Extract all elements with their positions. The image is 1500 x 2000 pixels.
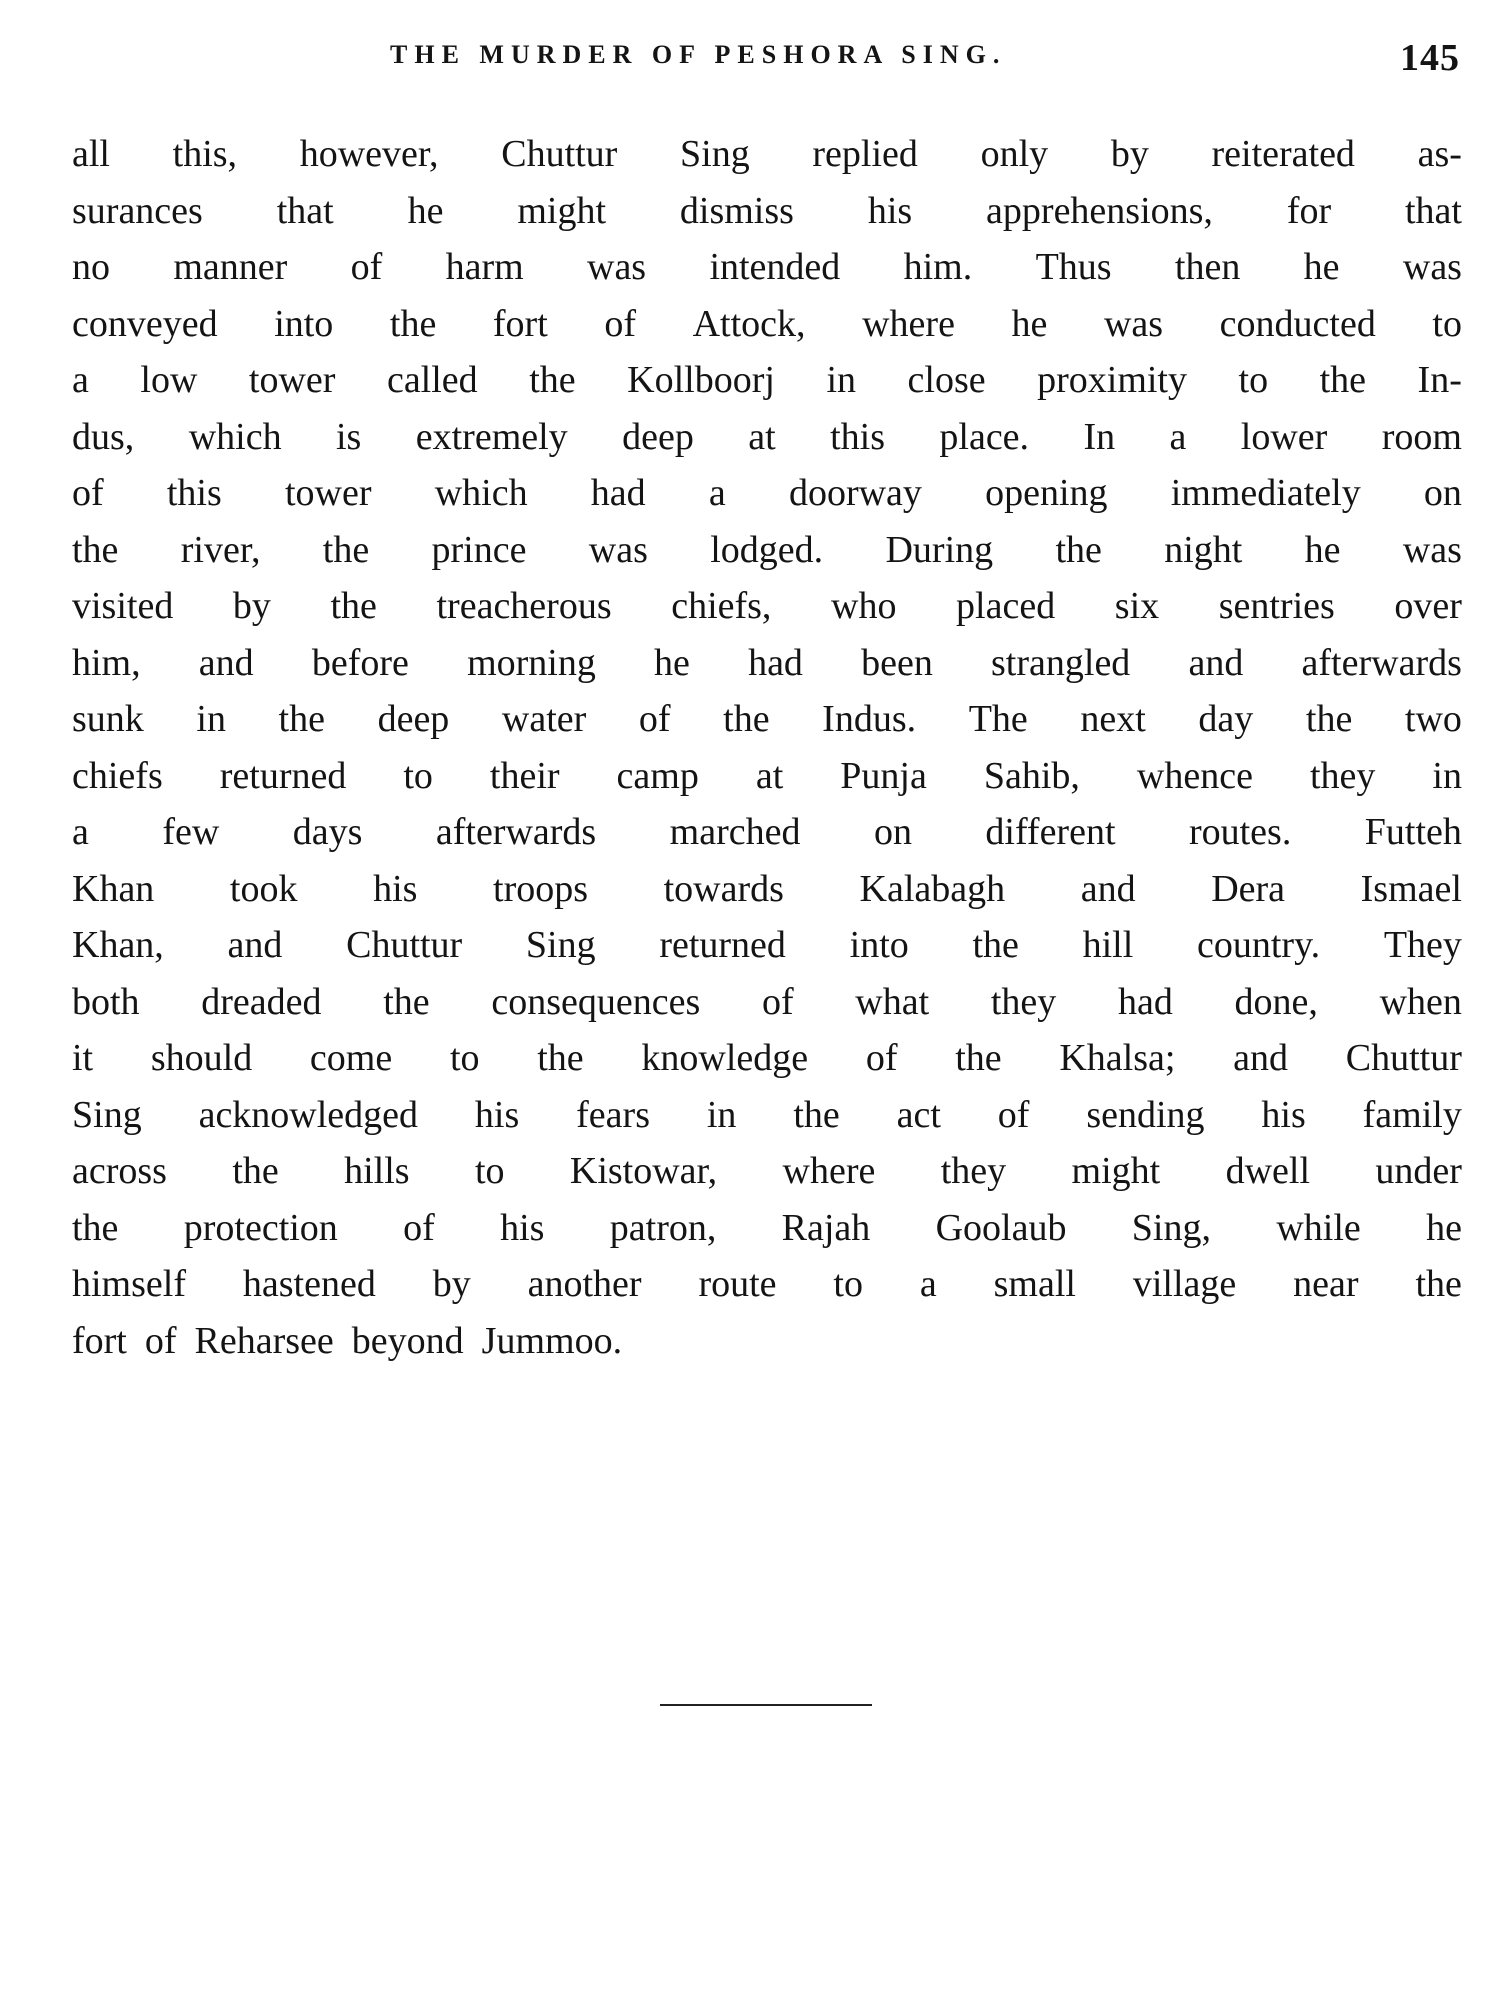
word: conveyed xyxy=(72,302,218,345)
word: of xyxy=(144,1319,177,1362)
word: visited xyxy=(72,585,174,627)
word: placed xyxy=(956,585,1056,627)
word: as- xyxy=(1417,133,1462,175)
word: by xyxy=(232,585,271,627)
text-line xyxy=(72,578,1462,635)
word: and xyxy=(1080,867,1136,910)
text-line xyxy=(72,522,1462,579)
word: afterwards xyxy=(1301,641,1462,684)
word: this xyxy=(830,415,885,458)
word: should xyxy=(150,1037,253,1079)
word: Attock, xyxy=(692,302,806,345)
text-line xyxy=(72,352,1462,409)
word: of xyxy=(638,698,671,740)
word: he xyxy=(407,189,444,232)
running-title: THE MURDER OF PESHORA SING. xyxy=(390,40,1007,69)
word: then xyxy=(1174,246,1241,288)
word: himself xyxy=(72,1263,186,1305)
word: village xyxy=(1132,1263,1237,1305)
word: Chuttur xyxy=(501,133,618,175)
word: had xyxy=(748,641,803,684)
word: day xyxy=(1198,698,1254,740)
word: which xyxy=(188,415,282,458)
word: strangled xyxy=(991,641,1131,684)
text-line xyxy=(72,126,1462,183)
word: dus, xyxy=(72,415,135,458)
word: a xyxy=(919,1263,937,1305)
word: however, xyxy=(299,133,439,175)
word: took xyxy=(229,867,298,910)
word: returned xyxy=(659,924,786,966)
word: dreaded xyxy=(201,980,322,1023)
word: had xyxy=(1117,980,1173,1023)
word: this xyxy=(166,472,222,514)
word: different xyxy=(985,811,1116,853)
word: Sing xyxy=(680,133,750,175)
word: over xyxy=(1394,585,1462,627)
word: to xyxy=(474,1150,505,1192)
word: family xyxy=(1362,1093,1462,1136)
word: had xyxy=(590,472,646,514)
word: in xyxy=(826,359,856,401)
word: Kalabagh xyxy=(859,867,1006,910)
word: In xyxy=(1083,415,1116,458)
word: morning xyxy=(467,641,596,684)
word: the xyxy=(1415,1263,1462,1305)
word: sentries xyxy=(1218,585,1335,627)
word: whence xyxy=(1136,754,1253,797)
word: Sing, xyxy=(1131,1206,1211,1249)
word: Ismael xyxy=(1360,867,1462,910)
word: apprehensions, xyxy=(986,189,1213,232)
word: beyond xyxy=(351,1319,464,1362)
word: patron, xyxy=(609,1206,717,1249)
word: on xyxy=(1423,472,1462,514)
text-line xyxy=(72,861,1462,918)
word: that xyxy=(1405,189,1462,232)
word: of xyxy=(604,302,637,345)
word: opening xyxy=(985,472,1108,514)
text-line xyxy=(72,239,1462,296)
word: was xyxy=(1103,302,1164,345)
word: for xyxy=(1286,189,1332,232)
word: returned xyxy=(219,754,347,797)
word: where xyxy=(782,1150,876,1192)
word: before xyxy=(311,641,409,684)
word: he xyxy=(1304,528,1341,571)
word: deep xyxy=(377,698,450,740)
word: under xyxy=(1375,1150,1462,1192)
word: into xyxy=(274,302,334,345)
word: near xyxy=(1293,1263,1359,1305)
word: he xyxy=(654,641,690,684)
word: the xyxy=(232,1150,279,1192)
text-line xyxy=(72,691,1462,748)
text-line xyxy=(72,1143,1462,1200)
word: into xyxy=(849,924,909,966)
word: proximity xyxy=(1037,359,1187,401)
word: Punja xyxy=(840,754,927,797)
word: the xyxy=(330,585,377,627)
word: place. xyxy=(939,415,1030,458)
text-line xyxy=(72,1030,1462,1087)
word: of xyxy=(997,1093,1030,1136)
word: the xyxy=(955,1037,1002,1079)
word: chiefs, xyxy=(671,585,772,627)
word: dwell xyxy=(1225,1150,1311,1192)
word: was xyxy=(587,246,647,288)
word: him. xyxy=(903,246,973,288)
word: extremely xyxy=(415,415,568,458)
text-line xyxy=(72,1200,1462,1257)
word: fort xyxy=(492,302,548,345)
word: Chuttur xyxy=(346,924,463,966)
word: come xyxy=(309,1037,393,1079)
section-end-rule xyxy=(660,1704,872,1706)
word: acknowledged xyxy=(198,1093,419,1136)
text-line xyxy=(72,1087,1462,1144)
word: by xyxy=(432,1263,471,1305)
word: his xyxy=(867,189,913,232)
word: In- xyxy=(1417,359,1462,401)
text-line xyxy=(72,1313,1462,1370)
word: the xyxy=(537,1037,584,1079)
word: act xyxy=(896,1093,941,1136)
word: treacherous xyxy=(436,585,612,627)
word: afterwards xyxy=(435,811,597,853)
word: Sahib, xyxy=(983,754,1080,797)
word: called xyxy=(386,359,478,401)
word: Khan xyxy=(72,867,155,910)
word: to xyxy=(833,1263,863,1305)
word: deep xyxy=(622,415,694,458)
word: sunk xyxy=(72,698,144,740)
word: tower xyxy=(284,472,372,514)
word: lodged. xyxy=(710,528,824,571)
word: he xyxy=(1011,302,1048,345)
word: the xyxy=(793,1093,840,1136)
word: Sing xyxy=(72,1093,142,1136)
body-text xyxy=(72,126,1462,1369)
word: harm xyxy=(445,246,524,288)
word: is xyxy=(335,415,362,458)
word: in xyxy=(196,698,226,740)
word: to xyxy=(1238,359,1269,401)
page-number: 145 xyxy=(1400,37,1460,79)
word: to xyxy=(449,1037,480,1079)
word: a xyxy=(72,811,89,853)
word: both xyxy=(72,980,140,1023)
word: manner xyxy=(173,246,288,288)
word: another xyxy=(527,1263,642,1305)
word: and xyxy=(227,924,283,966)
word: his xyxy=(373,867,418,910)
text-line xyxy=(72,409,1462,466)
word: of xyxy=(350,246,383,288)
text-line xyxy=(72,635,1462,692)
word: it xyxy=(72,1037,94,1079)
running-head xyxy=(70,36,1460,79)
text-line xyxy=(72,183,1462,240)
word: all xyxy=(72,133,110,175)
word: and xyxy=(1188,641,1244,684)
word: of xyxy=(72,472,104,514)
word: hill xyxy=(1082,924,1134,966)
word: Kollboorj xyxy=(627,359,775,401)
word: water xyxy=(501,698,587,740)
word: marched xyxy=(669,811,801,853)
word: at xyxy=(755,754,784,797)
text-line xyxy=(72,917,1462,974)
word: prince xyxy=(431,528,527,571)
word: what xyxy=(855,980,930,1023)
word: Indus. xyxy=(822,698,917,740)
word: fears xyxy=(576,1093,650,1136)
word: tower xyxy=(248,359,336,401)
word: across xyxy=(72,1150,167,1192)
word: dismiss xyxy=(679,189,794,232)
word: small xyxy=(993,1263,1076,1305)
word: been xyxy=(861,641,933,684)
word: conducted xyxy=(1219,302,1376,345)
word: room xyxy=(1381,415,1462,458)
word: their xyxy=(489,754,560,797)
word: the xyxy=(278,698,325,740)
word: of xyxy=(761,980,794,1023)
word: on xyxy=(873,811,912,853)
word: Dera xyxy=(1211,867,1286,910)
word: and xyxy=(198,641,254,684)
word: and xyxy=(1233,1037,1289,1079)
word: low xyxy=(140,359,198,401)
word: replied xyxy=(812,133,918,175)
word: they xyxy=(1309,754,1376,797)
word: this, xyxy=(172,133,238,175)
word: he xyxy=(1303,246,1340,288)
word: they xyxy=(990,980,1057,1023)
word: the xyxy=(389,302,437,345)
text-line xyxy=(72,1256,1462,1313)
word: chiefs xyxy=(72,754,163,797)
word: intended xyxy=(709,246,841,288)
word: a xyxy=(1169,415,1187,458)
word: Khan, xyxy=(72,924,164,966)
word: troops xyxy=(493,867,589,910)
word: he xyxy=(1426,1206,1462,1249)
text-line xyxy=(72,296,1462,353)
word: by xyxy=(1110,133,1149,175)
word: which xyxy=(434,472,528,514)
word: night xyxy=(1164,528,1243,571)
word: to xyxy=(1432,302,1462,345)
word: where xyxy=(862,302,955,345)
word: hills xyxy=(344,1150,410,1192)
word: next xyxy=(1080,698,1146,740)
word: Reharsee xyxy=(194,1319,334,1362)
word: Sing xyxy=(525,924,596,966)
word: hastened xyxy=(242,1263,376,1305)
word: Chuttur xyxy=(1345,1037,1462,1079)
word: done, xyxy=(1234,980,1318,1023)
word: his xyxy=(1261,1093,1306,1136)
word: of xyxy=(403,1206,435,1249)
word: Thus xyxy=(1035,246,1112,288)
word: surances xyxy=(72,189,203,232)
word: sending xyxy=(1086,1093,1205,1136)
word: the xyxy=(1305,698,1353,740)
word: The xyxy=(968,698,1028,740)
word: reiterated xyxy=(1211,133,1355,175)
word: was xyxy=(1402,528,1462,571)
word: at xyxy=(748,415,776,458)
word: the xyxy=(322,528,370,571)
word: Khalsa; xyxy=(1059,1037,1176,1079)
word: They xyxy=(1383,924,1462,966)
word: the xyxy=(972,924,1019,966)
word: Futteh xyxy=(1364,811,1462,853)
word: Goolaub xyxy=(935,1206,1067,1249)
text-line xyxy=(72,465,1462,522)
word: in xyxy=(1432,754,1462,797)
word: his xyxy=(474,1093,520,1136)
word: towards xyxy=(663,867,784,910)
word: two xyxy=(1404,698,1462,740)
word: only xyxy=(980,133,1049,175)
word: the xyxy=(529,359,576,401)
word: camp xyxy=(616,754,699,797)
word: Jummoo. xyxy=(481,1319,623,1362)
word: that xyxy=(276,189,334,232)
text-line xyxy=(72,974,1462,1031)
word: the xyxy=(723,698,770,740)
word: country. xyxy=(1197,924,1321,966)
word: might xyxy=(517,189,607,232)
text-line xyxy=(72,804,1462,861)
word: route xyxy=(698,1263,777,1305)
word: lower xyxy=(1240,415,1328,458)
word: his xyxy=(500,1206,545,1249)
word: the xyxy=(72,528,119,571)
word: no xyxy=(72,246,110,288)
word: During xyxy=(885,528,994,571)
word: Kistowar, xyxy=(569,1150,718,1192)
word: a xyxy=(72,359,89,401)
word: they xyxy=(940,1150,1007,1192)
word: in xyxy=(706,1093,737,1136)
word: knowledge xyxy=(641,1037,809,1079)
word: close xyxy=(907,359,986,401)
word: of xyxy=(865,1037,898,1079)
word: the xyxy=(383,980,430,1023)
word: the xyxy=(1319,359,1367,401)
word: while xyxy=(1276,1206,1361,1249)
word: Rajah xyxy=(781,1206,871,1249)
word: consequences xyxy=(491,980,701,1023)
text-line xyxy=(72,748,1462,805)
word: was xyxy=(588,528,648,571)
word: few xyxy=(162,811,220,853)
word: days xyxy=(292,811,363,853)
word: was xyxy=(1402,246,1462,288)
word: a xyxy=(708,472,726,514)
word: the xyxy=(1055,528,1102,571)
word: who xyxy=(831,585,897,627)
word: immediately xyxy=(1170,472,1361,514)
word: might xyxy=(1071,1150,1161,1192)
word: doorway xyxy=(788,472,922,514)
word: him, xyxy=(72,641,141,684)
word: when xyxy=(1379,980,1462,1023)
word: routes. xyxy=(1188,811,1292,853)
word: six xyxy=(1114,585,1160,627)
word: protection xyxy=(183,1206,338,1249)
word: the xyxy=(72,1206,119,1249)
word: fort xyxy=(72,1319,127,1362)
word: to xyxy=(403,754,433,797)
word: river, xyxy=(180,528,261,571)
